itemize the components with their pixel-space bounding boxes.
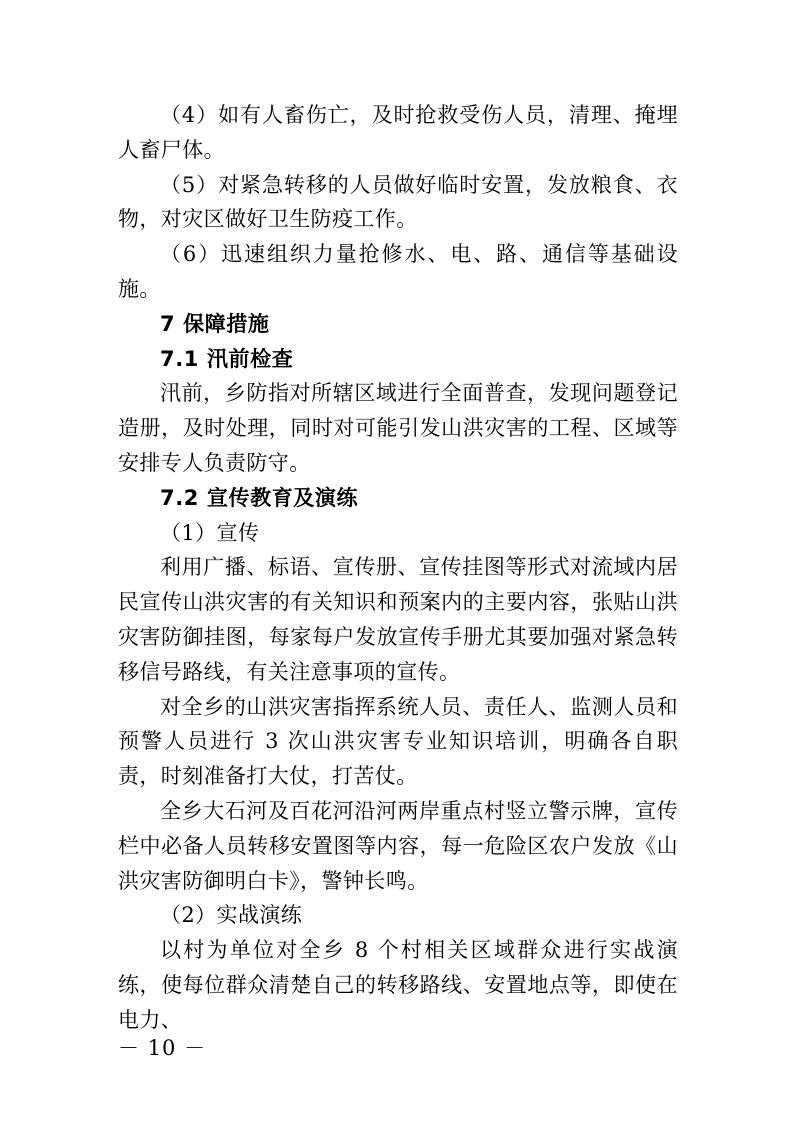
publicity-paragraph-2: 对全乡的山洪灾害指挥系统人员、责任人、监测人员和预警人员进行 3 次山洪灾害专业知识培训，明确各自职责，时刻准备打大仗，打苦仗。: [118, 694, 678, 789]
publicity-paragraph-3: 全乡大石河及百花河沿河两岸重点村竖立警示牌，宣传栏中必备人员转移安置图等内容，每一危险区农户发放《山洪灾害防御明白卡》，警钟长鸣。: [118, 798, 678, 893]
paragraph-item-5: （5）对紧急转移的人员做好临时安置，发放粮食、衣物，对灾区做好卫生防疫工作。: [118, 172, 678, 232]
subsection-publicity-label: （1）宣传: [160, 520, 260, 545]
page-number: － 10 －: [118, 1036, 207, 1060]
section-7-1-heading: 7.1 汛前检查: [160, 346, 294, 371]
drill-paragraph: 以村为单位对全乡 8 个村相关区域群众进行实战演练，使每位群众清楚自己的转移路线、安置地点等，即使在电力、: [118, 938, 678, 1032]
publicity-paragraph-1: 利用广播、标语、宣传册、宣传挂图等形式对流域内居民宣传山洪灾害的有关知识和预案内的主要内容，张贴山洪灾害防御挂图，每家每户发放宣传手册尤其要加强对紧急转移信号路线，有关注意事项的宣传。: [118, 555, 678, 684]
section-7-2-heading: 7.2 宣传教育及演练: [160, 485, 359, 510]
section-7-1-text: 汛前，乡防指对所辖区域进行全面普查，发现问题登记造册，及时处理，同时对可能引发山洪灾害的工程、区域等安排专人负责防守。: [118, 381, 678, 475]
subsection-drill-label: （2）实战演练: [160, 903, 303, 928]
paragraph-item-4: （4）如有人畜伤亡，及时抢救受伤人员，清理、掩埋人畜尸体。: [118, 103, 678, 162]
paragraph-item-6: （6）迅速组织力量抢修水、电、路、通信等基础设施。: [118, 242, 678, 301]
section-7-heading: 7 保障措施: [160, 311, 270, 336]
document-body: [118, 98, 678, 1038]
